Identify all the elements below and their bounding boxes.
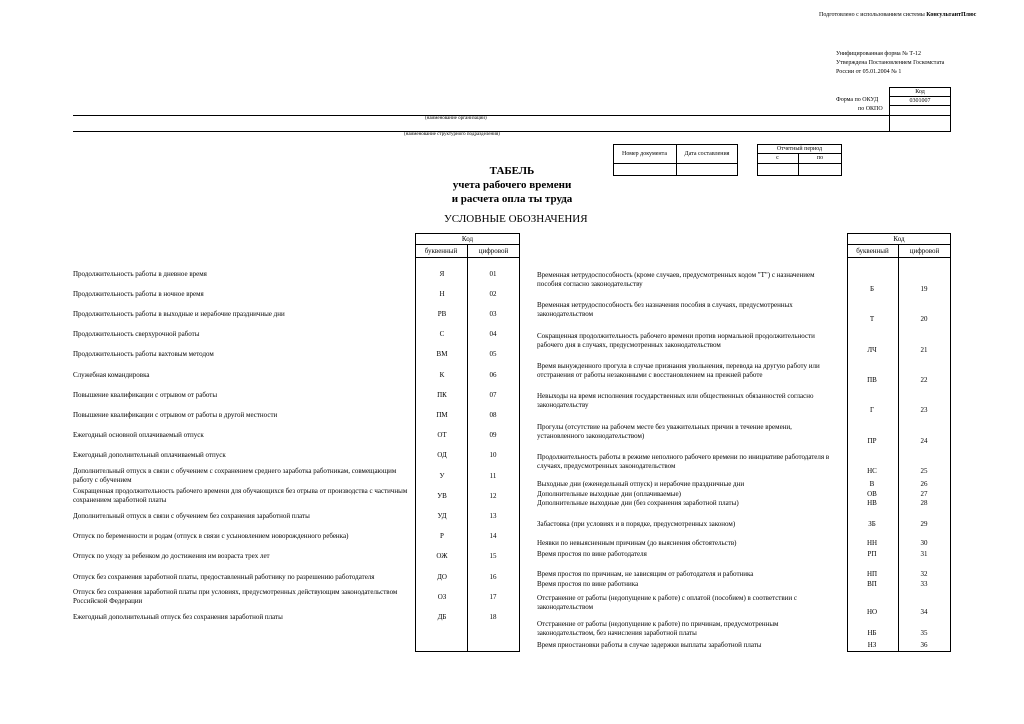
legend-label: Неявки по невыясненным причинам (до выяснения обстоятельств) <box>537 538 737 547</box>
legend-title: УСЛОВНЫЕ ОБОЗНАЧЕНИЯ <box>444 213 588 225</box>
legend-label: Дополнительный отпуск в связи с обучением без сохранения заработной платы <box>73 511 310 520</box>
legend-letter-code: ДО <box>437 572 447 581</box>
legend-numeric-code: 33 <box>920 579 928 588</box>
code-header: Код <box>915 88 925 95</box>
left-letter-header: буквенный <box>424 246 458 255</box>
legend-label: Ежегодный дополнительный оплачиваемый отпуск <box>73 451 226 460</box>
legend-numeric-code: 24 <box>920 437 928 445</box>
legend-label: Продолжительность работы в ночное время <box>73 289 204 298</box>
legend-label: Продолжительность сверхурочной работы <box>73 330 200 339</box>
legend-numeric-code: 21 <box>920 346 928 354</box>
right-code-line-2 <box>847 257 951 258</box>
dept-name-caption: (наименование структурного подразделения) <box>404 132 500 137</box>
right-legend-row <box>537 498 951 508</box>
legend-numeric-code: 07 <box>489 390 497 399</box>
legend-label: Повышение квалификации с отрывом от работы в другой местности <box>73 410 278 419</box>
org-name-caption: (наименование организации) <box>425 116 487 121</box>
legend-numeric-code: 34 <box>920 608 928 616</box>
left-legend-row <box>73 446 520 466</box>
legend-numeric-code: 01 <box>489 269 497 278</box>
legend-label: Отпуск без сохранения заработной платы, предоставленный работнику по разрешению работодателя <box>73 572 375 581</box>
doc-number-field[interactable] <box>613 163 676 176</box>
legend-numeric-code: 25 <box>920 467 928 475</box>
legend-numeric-code: 08 <box>489 410 497 419</box>
doc-date-header: Дата составления <box>684 150 730 157</box>
right-legend-row <box>537 479 951 489</box>
left-legend-row <box>73 325 520 345</box>
legend-label: Продолжительность работы в режиме неполного рабочего времени по инициативе работодателя в случаях, предусмотренных законодательством <box>537 453 830 470</box>
legend-letter-code: ОТ <box>437 431 447 440</box>
right-legend-row <box>537 589 951 617</box>
legend-numeric-code: 12 <box>489 491 497 500</box>
legend-letter-code: Р <box>440 532 444 541</box>
prepared-brand: КонсультантПлюс <box>926 12 977 18</box>
right-legend-row <box>537 579 951 589</box>
legend-numeric-code: 02 <box>489 289 497 298</box>
legend-letter-code: ВМ <box>436 350 448 359</box>
legend-label: Ежегодный основной оплачиваемый отпуск <box>73 431 204 440</box>
legend-letter-code: РП <box>867 549 877 558</box>
period-from-label: с <box>776 155 779 161</box>
legend-numeric-code: 03 <box>489 309 497 318</box>
legend-letter-code: НН <box>866 538 878 547</box>
legend-numeric-code: 05 <box>489 350 497 359</box>
legend-numeric-code: 10 <box>489 451 497 460</box>
title-line-2: учета рабочего времени <box>452 179 572 191</box>
legend-letter-code: Т <box>869 315 875 323</box>
legend-label: Дополнительные выходные дни (без сохранения заработной платы) <box>537 498 739 507</box>
right-letter-header: буквенный <box>856 246 889 255</box>
legend-label: Повышение квалификации с отрывом от работы <box>73 390 218 399</box>
legend-letter-code: РВ <box>437 309 447 318</box>
legend-label: Продолжительность работы в выходные и нерабочие праздничные дни <box>73 309 285 318</box>
right-legend-row <box>537 387 951 415</box>
left-legend-row <box>73 385 520 405</box>
legend-letter-code: С <box>439 330 445 339</box>
legend-numeric-code: 26 <box>920 479 928 488</box>
legend-letter-code: ДБ <box>437 612 447 621</box>
legend-letter-code: ОВ <box>867 489 877 498</box>
legend-letter-code: ПМ <box>436 410 448 419</box>
left-code-header: Код <box>461 234 474 243</box>
legend-label: Сокращенная продолжительность рабочего времени против нормальной продолжительности рабочего дня в случаях, предусмотренных законодательством <box>537 332 815 349</box>
left-legend-row <box>73 304 520 324</box>
legend-label: Отстранение от работы (недопущение к работе) с оплатой (пособием) в соответствии с законодательством <box>537 594 798 611</box>
legend-label: Продолжительность работы в дневное время <box>73 269 207 278</box>
doc-number-header: Номер документа <box>621 150 667 157</box>
right-legend-row <box>537 620 951 638</box>
right-digital-header: цифровой <box>909 246 940 255</box>
form-line-3: России от 05.01.2004 № 1 <box>836 69 902 75</box>
doc-date-field[interactable] <box>676 163 738 176</box>
legend-label: Дополнительные выходные дни (оплачиваемые) <box>537 489 681 498</box>
legend-letter-code: НВ <box>867 498 877 507</box>
left-legend-row <box>73 567 520 587</box>
left-legend-row <box>73 547 520 567</box>
right-legend-row <box>537 549 951 559</box>
right-legend-row <box>537 519 951 529</box>
left-legend-row <box>73 486 520 506</box>
left-legend-row <box>73 607 520 627</box>
legend-label: Временная нетрудоспособность без назначения пособия в случаях, предусмотренных законодательством <box>537 301 793 318</box>
left-legend-row <box>73 466 520 486</box>
legend-numeric-code: 14 <box>489 532 497 541</box>
legend-letter-code: В <box>869 479 875 488</box>
left-legend-row <box>73 345 520 365</box>
legend-letter-code: ЛЧ <box>867 346 877 354</box>
form-line-1: Унифицированная форма № Т-12 <box>836 51 922 57</box>
left-digital-header: цифровой <box>478 246 509 255</box>
period-from-field[interactable] <box>757 163 798 176</box>
legend-numeric-code: 22 <box>920 376 928 384</box>
legend-numeric-code: 18 <box>489 612 497 621</box>
legend-numeric-code: 29 <box>920 519 928 528</box>
title-line-3: и расчета опла ты труда <box>451 193 573 205</box>
legend-label: Отпуск без сохранения заработной платы при условиях, предусмотренных действующим законодательством Российской Федерации <box>73 588 398 606</box>
legend-label: Забастовка (при условиях и в порядке, предусмотренных законом) <box>537 519 736 528</box>
left-legend-row <box>73 527 520 547</box>
legend-letter-code: К <box>439 370 445 379</box>
legend-label: Продолжительность работы вахтовым методом <box>73 350 214 359</box>
legend-numeric-code: 31 <box>920 549 928 558</box>
legend-label: Ежегодный дополнительный отпуск без сохранения заработной платы <box>73 612 283 621</box>
legend-label: Служебная командировка <box>73 370 150 379</box>
legend-letter-code: ПВ <box>867 376 877 384</box>
legend-letter-code: У <box>439 471 445 480</box>
prepared-note <box>819 12 976 18</box>
legend-letter-code: НЗ <box>867 640 877 649</box>
form-line-2: Утверждена Постановлением Госкомстата <box>836 60 945 66</box>
legend-letter-code: НО <box>866 608 878 616</box>
okpo-value[interactable] <box>889 105 951 115</box>
legend-letter-code: ОЖ <box>436 552 448 561</box>
legend-numeric-code: 20 <box>920 315 928 323</box>
legend-numeric-code: 09 <box>489 431 497 440</box>
legend-letter-code: Н <box>439 289 445 298</box>
legend-letter-code: Г <box>869 406 875 414</box>
legend-numeric-code: 17 <box>489 592 497 601</box>
left-legend-row <box>73 405 520 425</box>
legend-numeric-code: 16 <box>489 572 497 581</box>
legend-label: Выходные дни (еженедельный отпуск) и нерабочие праздничные дни <box>537 479 745 488</box>
legend-label: Временная нетрудоспособность (кроме случаев, предусмотренных кодом "Т") с назначением пособия согласно законодательству <box>537 271 815 288</box>
legend-label: Время простоя по причинам, не зависящим от работодателя и работника <box>537 569 754 578</box>
right-legend-row <box>537 538 951 548</box>
legend-numeric-code: 27 <box>920 489 928 498</box>
legend-numeric-code: 30 <box>920 538 928 547</box>
legend-numeric-code: 23 <box>920 406 928 414</box>
code-box-divider-3 <box>889 115 951 116</box>
legend-letter-code: ПР <box>867 437 877 445</box>
legend-numeric-code: 15 <box>489 552 497 561</box>
legend-numeric-code: 19 <box>920 285 928 293</box>
prepared-prefix: Подготовлено с использованием системы <box>819 12 927 18</box>
legend-label: Время вынужденного прогула в случае признания увольнения, перевода на другую работу или отстранения от работы незаконными с восстановлением на прежней работе <box>537 362 820 379</box>
legend-letter-code: НС <box>867 467 877 475</box>
period-to-label: по <box>816 155 824 161</box>
legend-letter-code: ЗБ <box>868 519 876 528</box>
left-legend-row <box>73 587 520 607</box>
legend-numeric-code: 11 <box>489 471 497 480</box>
legend-numeric-code: 36 <box>920 640 928 649</box>
left-legend-row <box>73 284 520 304</box>
left-legend-row <box>73 365 520 385</box>
legend-numeric-code: 04 <box>489 330 497 339</box>
right-code-header: Код <box>893 234 905 243</box>
legend-letter-code: НП <box>866 569 878 578</box>
right-legend-row <box>537 569 951 579</box>
right-legend-row <box>537 640 951 650</box>
legend-label: Отпуск по уходу за ребенком до достижения им возраста трех лет <box>73 552 270 561</box>
legend-label: Отстранение от работы (недопущение к работе) по причинам, предусмотренным законодательством, без начисления заработной платы <box>537 620 779 637</box>
right-legend-row <box>537 296 951 324</box>
legend-label: Время простоя по вине работника <box>537 579 639 588</box>
title-line-1: ТАБЕЛЬ <box>489 165 535 177</box>
legend-letter-code: Я <box>439 269 445 278</box>
okpo-label: по ОКПО <box>858 106 883 112</box>
legend-letter-code: УД <box>437 511 447 520</box>
legend-label: Невыходы на время исполнения государственных или общественных обязанностей согласно законодательству <box>537 392 814 409</box>
right-legend-row <box>537 266 951 294</box>
legend-label: Сокращенная продолжительность рабочего времени для обучающихся без отрыва от производства с частичным сохранением заработной платы <box>73 487 408 505</box>
legend-label: Дополнительный отпуск в связи с обучением с сохранением среднего заработка работникам, совмещающим работу с обучением <box>73 467 397 484</box>
right-legend-row <box>537 357 951 385</box>
okud-label: Форма по ОКУД <box>836 97 879 103</box>
left-legend-row <box>73 426 520 446</box>
legend-letter-code: ОЗ <box>437 592 447 601</box>
form-approval-block <box>836 50 944 77</box>
left-legend-row <box>73 264 520 284</box>
document-title <box>412 164 612 206</box>
legend-letter-code: Б <box>869 285 875 293</box>
legend-label: Отпуск по беременности и родам (отпуск в связи с усыновлением новорожденного ребенка) <box>73 532 349 541</box>
left-legend-row <box>73 506 520 526</box>
legend-letter-code: ОД <box>437 451 447 460</box>
legend-numeric-code: 13 <box>489 511 497 520</box>
right-legend-row <box>537 418 951 446</box>
legend-letter-code: ВП <box>867 579 877 588</box>
legend-letter-code: УВ <box>437 491 447 500</box>
right-legend-row <box>537 448 951 476</box>
legend-numeric-code: 06 <box>489 370 497 379</box>
right-legend-row <box>537 327 951 355</box>
okud-value: 0301007 <box>909 97 931 104</box>
legend-label: Время простоя по вине работодателя <box>537 549 647 558</box>
legend-numeric-code: 28 <box>920 498 928 507</box>
legend-label: Прогулы (отсутствие на рабочем месте без уважительных причин в течение времени, установленного законодательством) <box>537 423 792 440</box>
period-header: Отчетный период <box>776 145 823 152</box>
legend-label: Время приостановки работы в случае задержки выплаты заработной платы <box>537 640 762 649</box>
period-to-field[interactable] <box>798 163 842 176</box>
legend-numeric-code: 32 <box>920 569 928 578</box>
legend-letter-code: НБ <box>867 629 877 637</box>
legend-letter-code: ПК <box>437 390 447 399</box>
legend-numeric-code: 35 <box>920 629 928 637</box>
